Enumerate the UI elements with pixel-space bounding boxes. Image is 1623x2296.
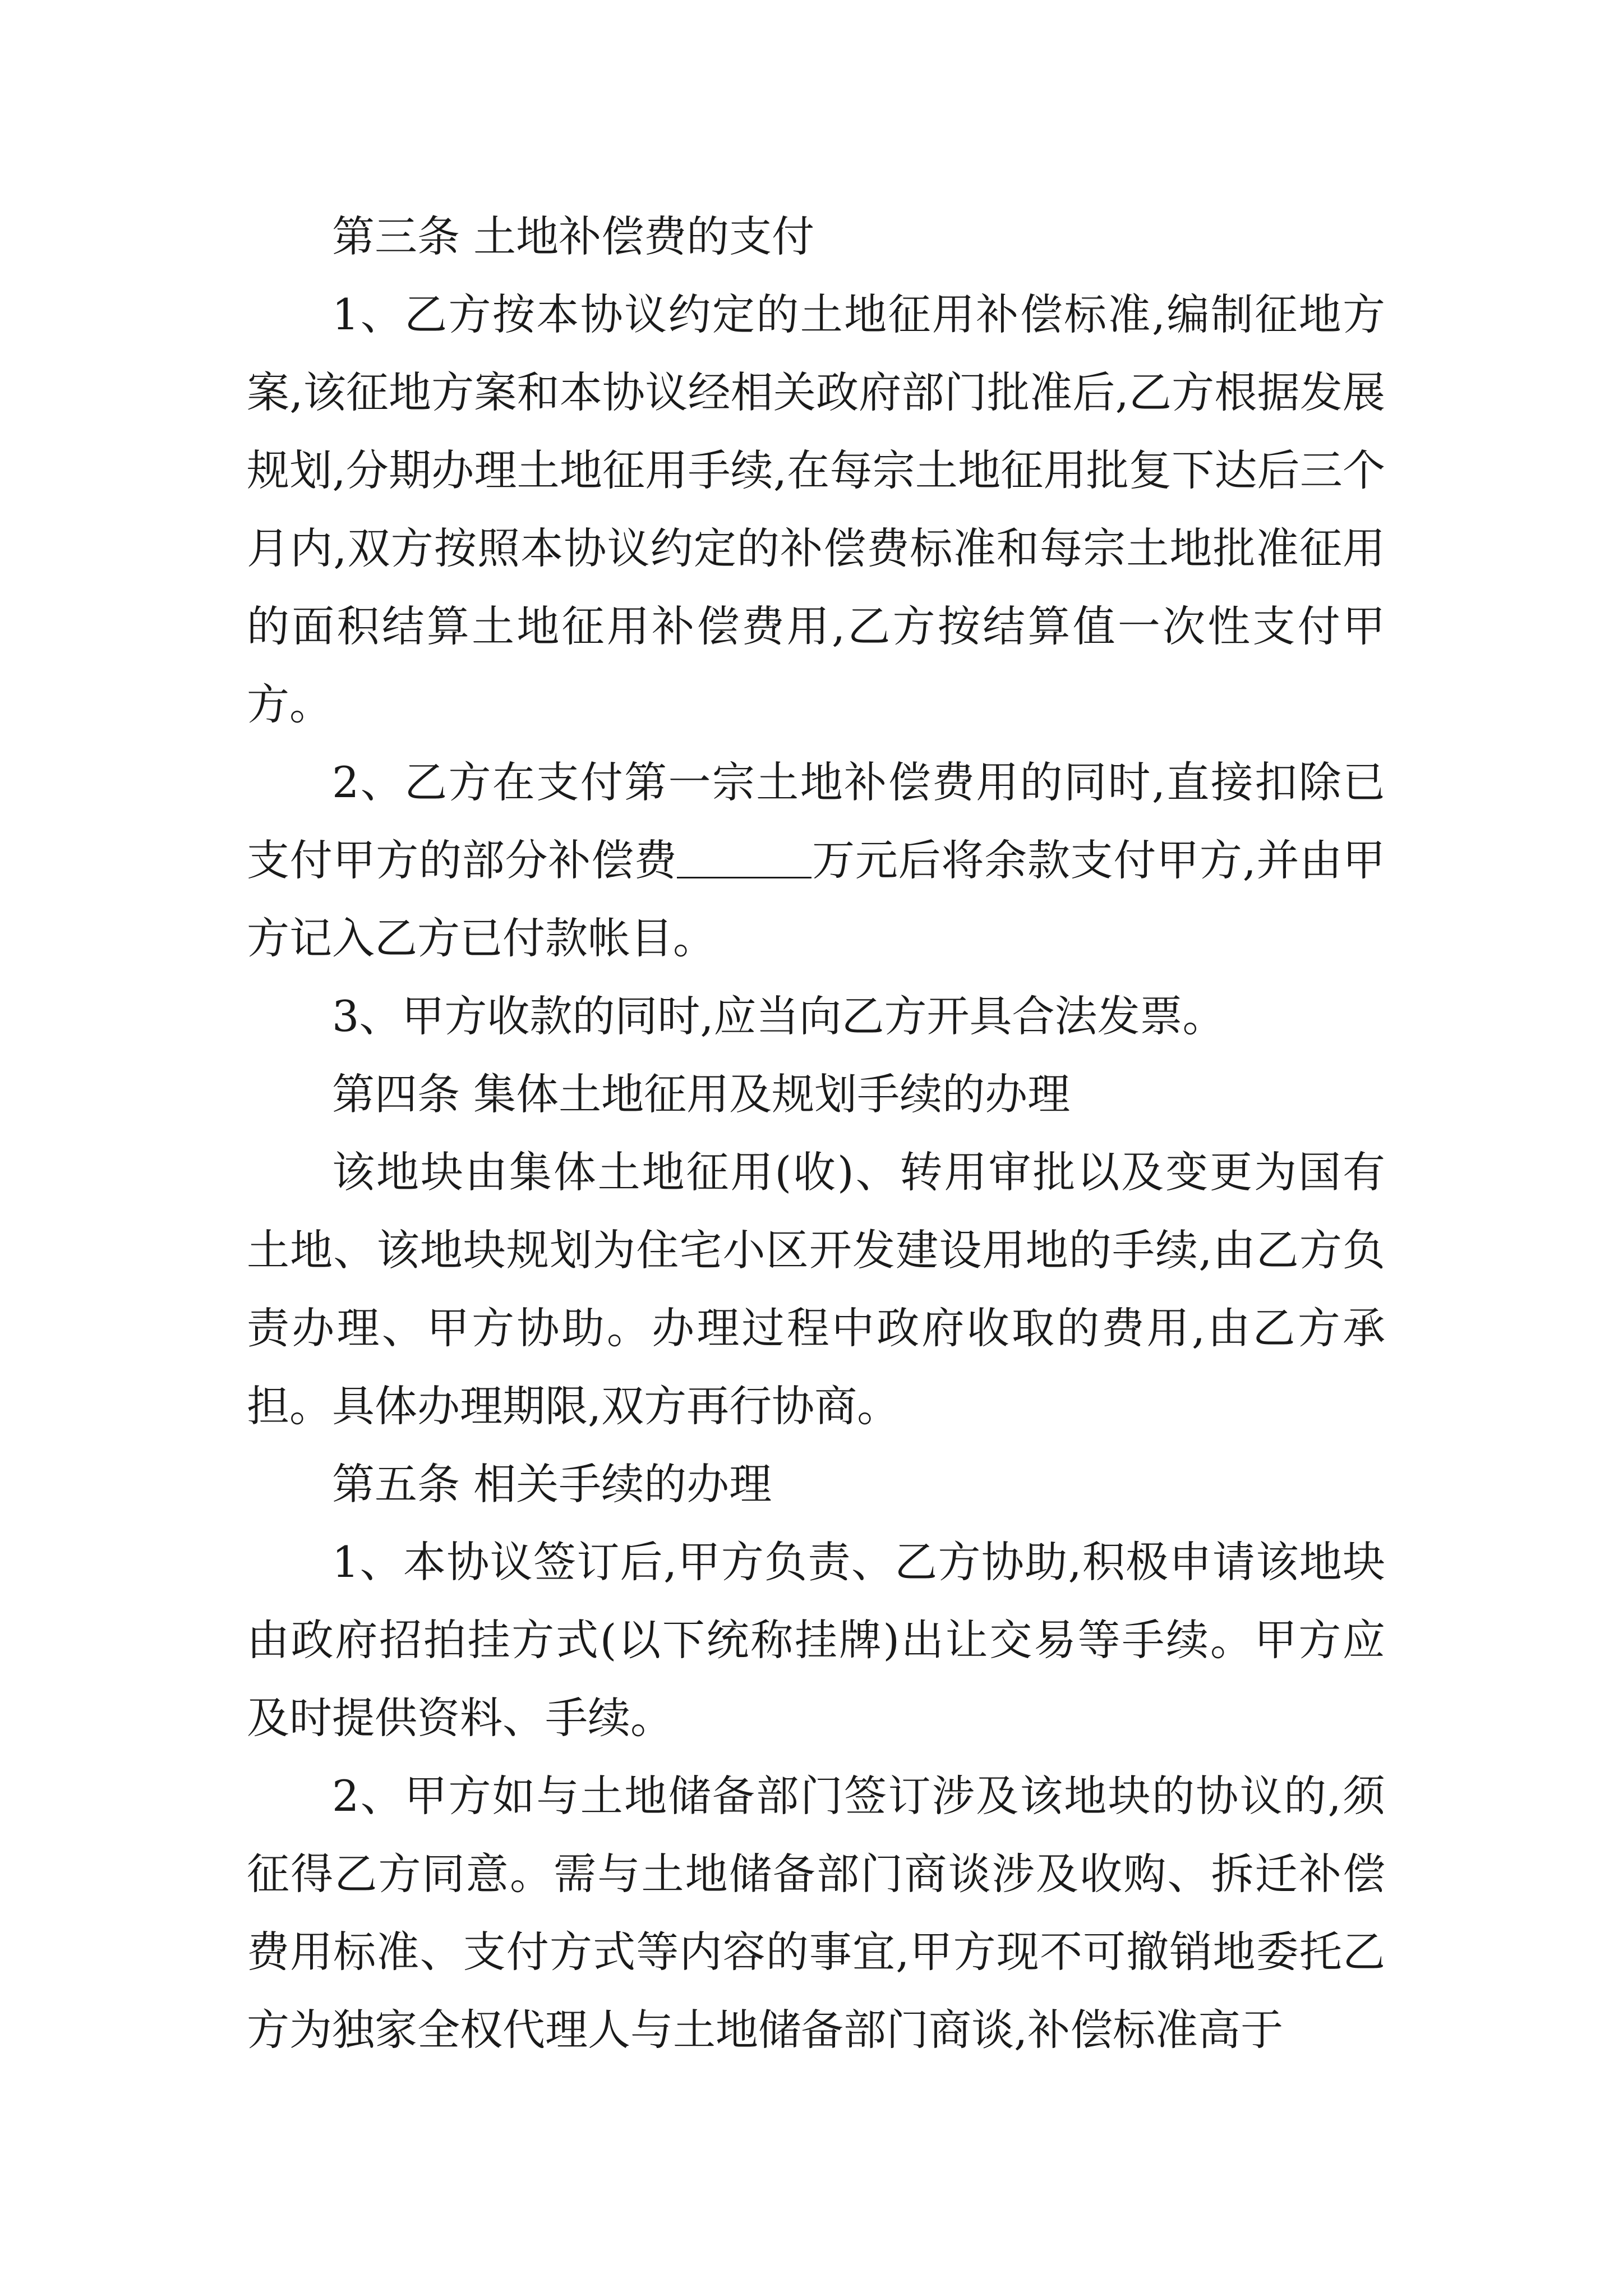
article-4-heading: 第四条 集体土地征用及规划手续的办理 xyxy=(332,1069,1071,1119)
amount-blank-line xyxy=(677,834,811,878)
article-5-clause-2: 2、甲方如与土地储备部门签订涉及该地块的协议的,须征得乙方同意。需与土地储备部门商谈涉及收购、拆迁补偿费用标准、支付方式等内容的事宜,甲方现不可撤销地委托乙方为独家全权代理人与土地储备部门商谈,补偿标准高于 xyxy=(247,1771,1385,2055)
clause-2-text-before-blank: 2、乙方在支付第一宗土地补偿费用的同时,直接扣除已支付甲方的部分补偿费 xyxy=(247,757,1385,885)
article-3-clause-3: 3、甲方收款的同时,应当向乙方开具合法发票。 xyxy=(332,991,1225,1041)
clause-2-text-after-blank: 万元后将余款支付甲方,并由甲方记入乙方已付款帐目。 xyxy=(247,835,1385,963)
article-5-clause-1: 1、本协议签订后,甲方负责、乙方协助,积极申请该地块由政府招拍挂方式(以下统称挂牌)出让交易等手续。甲方应及时提供资料、手续。 xyxy=(247,1537,1385,1743)
article-4-body: 该地块由集体土地征用(收)、转用审批以及变更为国有土地、该地块规划为住宅小区开发建设用地的手续,由乙方负责办理、甲方协助。办理过程中政府收取的费用,由乙方承担。具体办理期限,双方再行协商。 xyxy=(247,1147,1385,1431)
article-3-clause-1: 1、乙方按本协议约定的土地征用补偿标准,编制征地方案,该征地方案和本协议经相关政府部门批准后,乙方根据发展规划,分期办理土地征用手续,在每宗土地征用批复下达后三个月内,双方按照本协议约定的补偿费标准和每宗土地批准征用的面积结算土地征用补偿费用,乙方按结算值一次性支付甲方。 xyxy=(247,289,1385,729)
document-body xyxy=(247,197,1385,2069)
article-3-clause-2 xyxy=(247,743,1385,977)
article-3-heading: 第三条 土地补偿费的支付 xyxy=(332,211,815,261)
article-5-heading: 第五条 相关手续的办理 xyxy=(332,1459,772,1509)
